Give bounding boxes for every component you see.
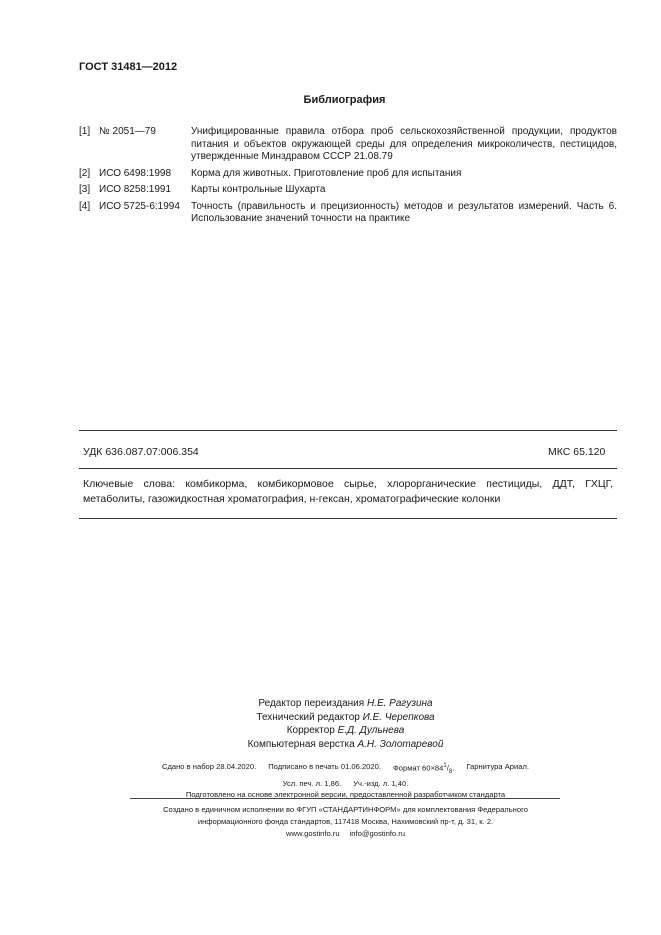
imprint-divider (130, 798, 560, 799)
divider-middle (79, 468, 617, 469)
imprint-block (0, 761, 661, 800)
credits-block (0, 697, 661, 751)
bibliography-item (79, 184, 617, 197)
bibliography-item (79, 126, 617, 164)
bib-document-title: Корма для животных. Приготовление проб для испытания (191, 167, 462, 179)
imprint-prepared: Подготовлено на основе электронной версии, предоставленной разработчиком стандарта (185, 790, 506, 800)
standard-header: ГОСТ 31481—2012 (79, 61, 178, 73)
credit-editor: Редактор переиздания Н.Е. Рагузина (258, 698, 433, 709)
divider-bottom (79, 518, 617, 519)
imprint-line-1: Сдано в набор 28.04.2020. Подписано в печать 01.06.2020. Формат $60\times 84^1/_8$. Гарнитура Ариал. (30, 761, 661, 778)
bib-number: [4] (79, 200, 91, 212)
email-link[interactable]: info@gostinfo.ru (349, 829, 406, 838)
mks-code: МКС 65.120 (548, 446, 606, 458)
bib-document-id: № 2051—79 (99, 126, 156, 137)
website-link[interactable]: www.gostinfo.ru (285, 829, 340, 838)
bib-number: [2] (79, 167, 91, 179)
bibliography-list (79, 126, 617, 230)
udk-code: УДК 636.087.07:006.354 (83, 446, 199, 458)
divider-top (79, 430, 617, 431)
bib-number: [1] (79, 126, 91, 137)
print-format: Формат $60\times 84^1/_8$. (392, 763, 455, 776)
bib-document-id: ИСО 5725-6:1994 (99, 200, 180, 212)
bib-number: [3] (79, 184, 91, 195)
keywords: Ключевые слова: комбикорма, комбикормовое сырье, хлорорганические пестициды, ДДТ, ГХЦГ, метаболиты, газожидкостная хроматография, н-гексан, хроматографические колонки (83, 478, 613, 505)
bib-document-title: Унифицированные правила отбора проб сельскохозяйственной продукции, продуктов питания и объектов окружающей среды для определения микроколичеств, пестицидов, утвержденные Минздравом СССР 21.08.79 (191, 126, 617, 162)
credit-layout: Компьютерная верстка А.Н. Золотаревой (247, 738, 444, 750)
publisher-line-1: Создано в единичном исполнении во ФГУП «СТАНДАРТИНФОРМ» для комплектования Федерального (163, 805, 528, 814)
bib-document-id: ИСО 6498:1998 (99, 167, 172, 179)
publisher-line-2: информационного фонда стандартов, 117418 Москва, Нахимовский пр-т, д. 31, к. 2. (197, 817, 494, 826)
bibliography-item (79, 168, 617, 181)
bib-document-id: ИСО 8258:1991 (99, 184, 172, 195)
credit-proofreader: Корректор Е.Д. Дульнева (286, 725, 405, 736)
publisher-block (0, 804, 661, 840)
bib-document-title: Точность (правильность и прецизионность) методов и результатов измерений. Часть 6. Использование значений точности на практике (191, 200, 617, 224)
credit-tech-editor: Технический редактор И.Е. Черепкова (256, 711, 435, 723)
bib-document-title: Карты контрольные Шухарта (191, 184, 326, 195)
imprint-line-2: Усл. печ. л. 1,86. Уч.-изд. л. 1,40. (282, 779, 409, 789)
bibliography-title: Библиография (303, 94, 386, 106)
bibliography-item (79, 201, 617, 226)
publisher-contacts (30, 828, 661, 840)
